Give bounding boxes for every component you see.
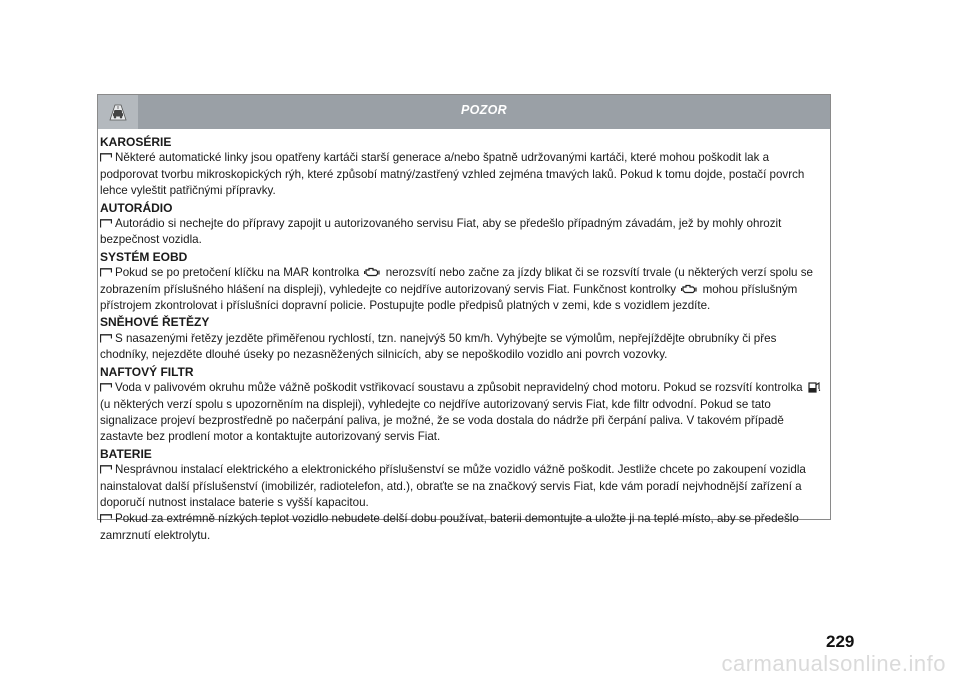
bullet-icon (100, 465, 112, 474)
paragraph: Voda v palivovém okruhu může vážně poškodit vstřikovací soustavu a způsobit nepravidelný chod motoru. Pokud se rozsvítí kontrolka (u některých verzí spolu s upozorněním na displeji), vyhledejte co nejdříve autorizovaný servis Fiat, kde filtr odvodní. Pokud se tato signalizace projeví bezprostředně po načerpání paliva, je možné, že se voda dostala do nádrže při čerpání paliva. V takovém případě zastavte bez prodlení motor a kontaktujte autorizovaný servis Fiat. (100, 380, 828, 446)
section-title-karoserie: KAROSÉRIE (100, 135, 172, 149)
paragraph: Některé automatické linky jsou opatřeny kartáči starší generace a/nebo špatně udržovanými kartáči, které mohou poškodit lak a podporovat tvorbu mikroskopických rýh, které způsobí matný/zastřený vzhled zejména tmavých laků. Pokud k tomu dojde, postačí povrch lehce vyleštit patřičnými přípravky. (100, 151, 805, 198)
section-title-autoradio: AUTORÁDIO (100, 200, 173, 215)
watermark: carmanualsonline.info (721, 651, 946, 676)
bullet-icon (100, 268, 112, 277)
section-title-snow-chains: SNĚHOVÉ ŘETĚZY (100, 315, 210, 330)
section-title-diesel-filter: NAFTOVÝ FILTR (100, 364, 194, 379)
warning-icon-cell (98, 95, 138, 129)
section-title-battery: BATERIE (100, 446, 152, 461)
engine-check-icon (364, 266, 380, 278)
warning-box (97, 94, 831, 542)
page-number: 229 (826, 632, 855, 651)
engine-check-icon (681, 283, 697, 295)
bullet-icon (100, 334, 112, 343)
paragraph: S nasazenými řetězy jezděte přiměřenou rychlostí, tzn. nanejvýš 50 km/h. Vyhýbejte se výmolům, nepřejíždějte obrubníky či přes chodníky, nejezděte dlouhé úseky po nezasněžených silnicích, aby se nepoškodilo vozidlo ani povrch vozovky. (100, 331, 777, 362)
section-title-eobd: SYSTÉM EOBD (100, 249, 188, 264)
bullet-icon (100, 383, 112, 392)
water-in-fuel-icon (808, 380, 822, 393)
warning-title: POZOR (461, 103, 507, 117)
warning-body (98, 129, 830, 544)
paragraph: Autorádio si nechejte do přípravy zapojit u autorizovaného servisu Fiat, aby se předešlo případným závadám, jež by mohly ohrozit bezpečnost vozidla. (100, 217, 782, 247)
paragraph: Pokud se po pretočení klíčku na MAR kontrolka nerozsvítí nebo začne za jízdy blikat či se rozsvítí trvale (u některých verzí spolu se zobrazením příslušného hlášení na displeji), vyhledejte co nejdříve autorizovaný servis Fiat. Funkčnost kontrolky mohou příslušným přístrojem zkontrolovat i příslušníci dopravní policie. Postupujte podle předpisů platných v zemi, kde s vozidlem jezdíte. (100, 266, 813, 313)
bullet-icon (100, 514, 112, 523)
bullet-icon (100, 219, 112, 228)
bullet-icon (100, 153, 112, 162)
paragraph: Nesprávnou instalací elektrického a elektronického příslušenství se může vozidlo vážně poškodit. Jestliže chcete po zakoupení vozidla nainstalovat další příslušenství (imobilizér, radiotelefon, atd.), obraťte se na značkový servis Fiat, kde vám poradí nejvhodnější zařízení a doporučí nutnost instalace baterie s vyšší kapacitou. (100, 463, 806, 509)
car-on-road-warning-icon (107, 101, 129, 123)
paragraph: Pokud za extrémně nízkých teplot vozidlo nebudete delší dobu používat, baterii demontujte a uložte ji na teplé místo, aby se předešlo zamrznutí elektrolytu. (100, 512, 799, 542)
warning-header (98, 95, 830, 129)
